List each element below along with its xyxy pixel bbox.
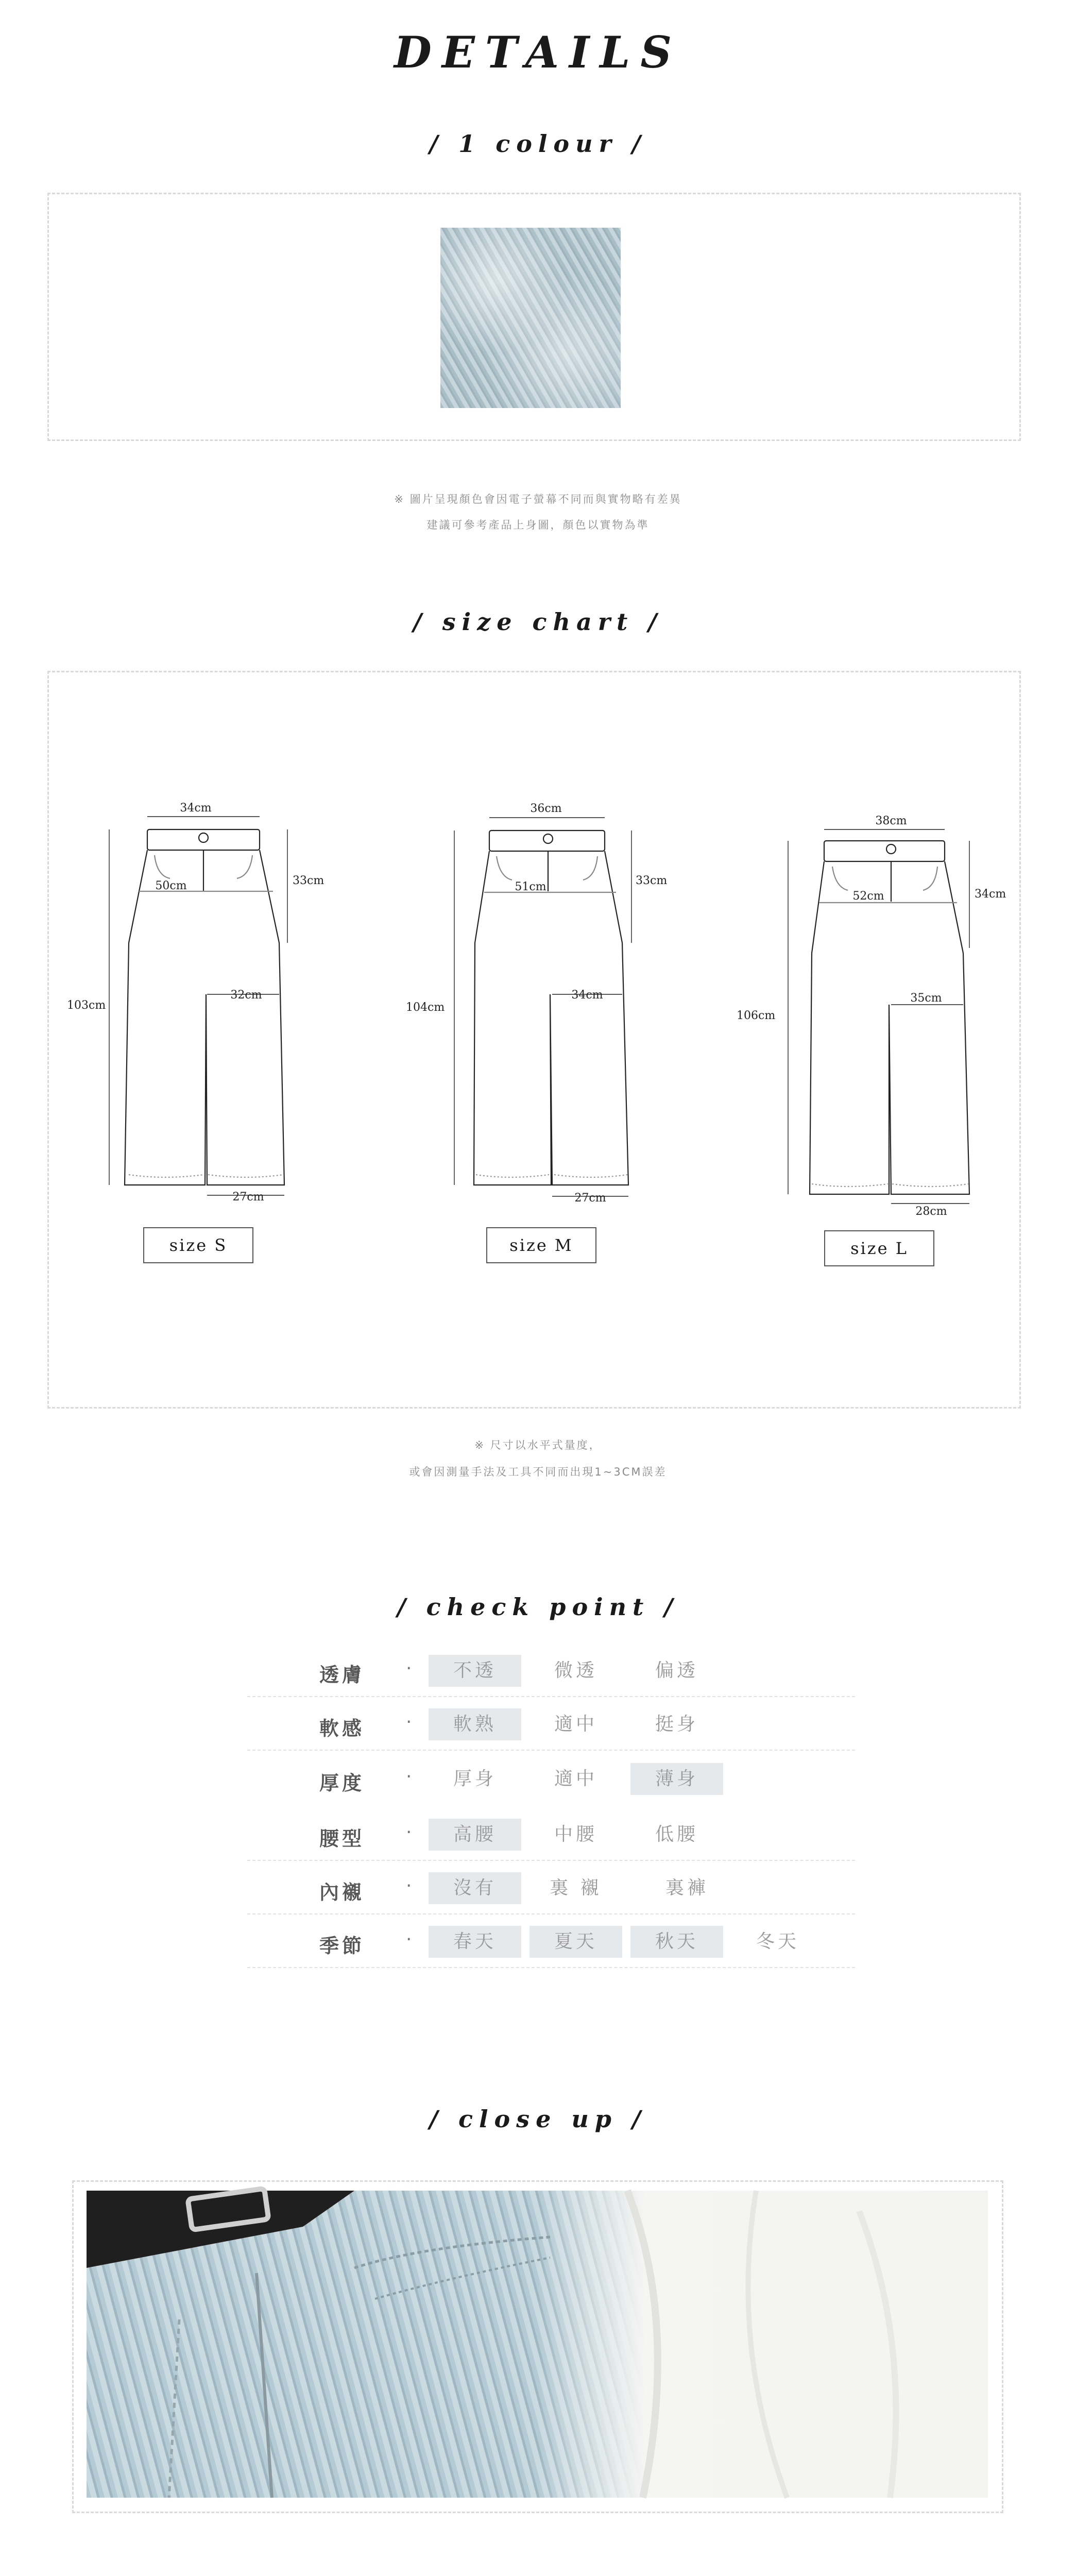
check-row-label: 腰型 (319, 1827, 365, 1850)
check-option: 挺身 (655, 1714, 698, 1735)
size-s-length: 103cm (67, 999, 106, 1012)
size-l-length: 106cm (737, 1009, 776, 1022)
size-l-hip: 52cm (852, 890, 884, 903)
check-option-selected: 不透 (429, 1655, 521, 1687)
check-option-selected: 夏天 (530, 1926, 622, 1958)
close-up-note-1 (0, 2569, 1076, 2576)
size-s-hip: 50cm (155, 879, 187, 892)
check-row-thickness (247, 1752, 855, 1805)
denim-swatch-icon (440, 228, 621, 408)
check-option: 中腰 (554, 1824, 597, 1845)
size-m-waist: 36cm (530, 802, 562, 815)
size-l-rise: 34cm (975, 888, 1006, 901)
check-row-separator: · (406, 1875, 412, 1896)
check-option-selected: 春天 (429, 1926, 521, 1958)
check-option-selected: 軟熟 (429, 1708, 521, 1740)
check-point-title: / check point / (397, 1593, 679, 1621)
colour-note-1: ※ 圖片呈現顏色會因電子螢幕不同而與實物略有差異 (394, 493, 682, 505)
check-row-softness (247, 1697, 855, 1751)
size-s-thigh: 32cm (230, 989, 262, 1002)
row-divider (247, 1967, 855, 1968)
size-note-2: 或會因測量手法及工具不同而出現1~3CM誤差 (409, 1466, 667, 1478)
check-option: 適中 (554, 1768, 597, 1789)
pants-diagram-l (737, 793, 1025, 1226)
pants-diagram-s (52, 788, 324, 1221)
check-option: 厚身 (453, 1768, 497, 1789)
check-row-label: 厚度 (319, 1772, 365, 1794)
size-m-hip: 51cm (515, 880, 546, 893)
colour-section-title: / 1 colour / (429, 130, 647, 158)
size-l-thigh: 35cm (910, 992, 942, 1005)
check-row-lining (247, 1861, 855, 1914)
size-s-button[interactable]: size S (143, 1227, 253, 1263)
check-row-label: 軟感 (319, 1717, 365, 1740)
size-s-rise: 33cm (293, 874, 324, 887)
check-option-selected: 高腰 (429, 1819, 521, 1851)
check-row-transparency (247, 1643, 855, 1697)
check-option-selected: 秋天 (630, 1926, 723, 1958)
size-l-waist: 38cm (875, 815, 907, 827)
size-m-button[interactable]: size M (486, 1227, 596, 1263)
size-m-thigh: 34cm (571, 989, 603, 1002)
check-row-label: 透膚 (319, 1664, 365, 1686)
check-option: 裏 襯 (550, 1877, 602, 1899)
check-row-separator: · (406, 1766, 412, 1787)
close-up-title: / close up / (429, 2105, 647, 2133)
check-row-waist (247, 1807, 855, 1861)
check-row-separator: · (406, 1822, 412, 1843)
size-s-waist: 34cm (180, 802, 212, 815)
size-s-hem: 27cm (232, 1191, 264, 1204)
check-row-label: 季節 (319, 1935, 365, 1957)
size-note-1: ※ 尺寸以水平式量度， (474, 1439, 602, 1451)
size-m-length: 104cm (406, 1001, 445, 1014)
pants-diagram-m (402, 788, 670, 1221)
row-divider (247, 1750, 855, 1751)
check-row-separator: · (406, 1929, 412, 1950)
size-m-hem: 27cm (574, 1192, 606, 1205)
check-option: 裏褲 (665, 1877, 709, 1899)
check-option: 低腰 (655, 1824, 698, 1845)
check-row-season (247, 1914, 855, 1968)
check-row-separator: · (406, 1711, 412, 1733)
check-option: 微透 (554, 1660, 597, 1681)
check-option: 偏透 (655, 1660, 698, 1681)
size-l-hem: 28cm (915, 1205, 947, 1218)
denim-closeup-photo-icon (87, 2191, 988, 2498)
check-option-selected: 薄身 (630, 1763, 723, 1795)
check-option: 冬天 (756, 1931, 799, 1952)
check-option: 適中 (554, 1714, 597, 1735)
size-l-button[interactable]: size L (824, 1230, 934, 1266)
check-row-separator: · (406, 1658, 412, 1679)
page-title: DETAILS (394, 27, 682, 78)
check-row-label: 內襯 (319, 1881, 365, 1904)
check-option-selected: 沒有 (429, 1872, 521, 1904)
size-m-rise: 33cm (636, 874, 668, 887)
size-chart-title: / size chart / (413, 608, 663, 636)
colour-note-2: 建議可參考產品上身圖，顏色以實物為準 (426, 519, 650, 531)
